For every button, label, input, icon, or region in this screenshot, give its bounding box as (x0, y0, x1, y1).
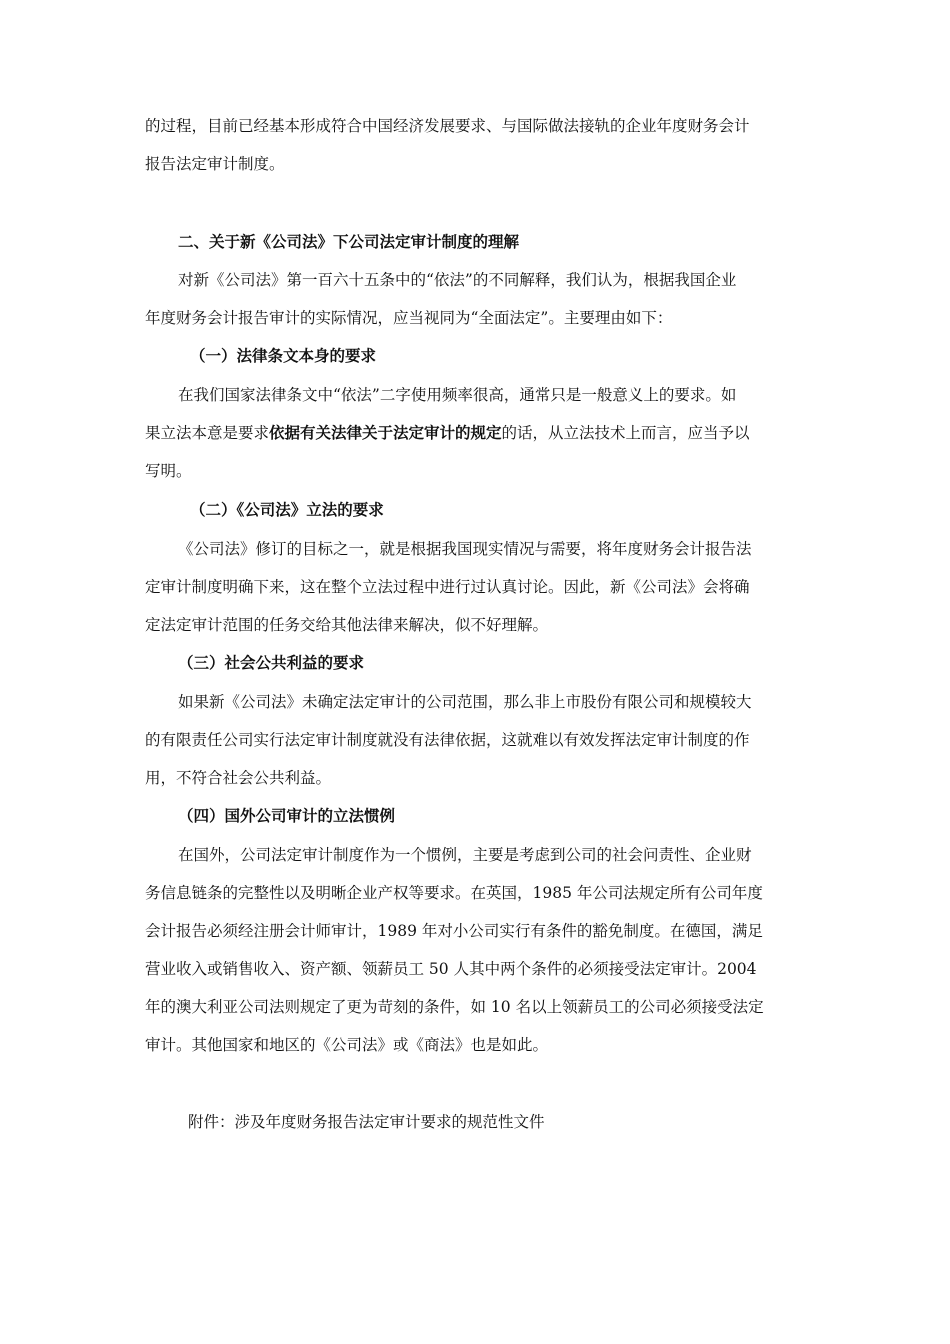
paragraph-line: 务信息链条的完整性以及明晰企业产权等要求。在英国，1985 年公司法规定所有公司年度 (145, 884, 763, 902)
subsection-heading: （二）《公司法》立法的要求 (190, 500, 384, 519)
paragraph-line: 用，不符合社会公共利益。 (145, 769, 332, 787)
paragraph-line: 如果新《公司法》未确定法定审计的公司范围，那么非上市股份有限公司和规模较大 (178, 693, 752, 711)
subsection-heading: （四）国外公司审计的立法惯例 (178, 806, 396, 825)
paragraph-line: 审计。其他国家和地区的《公司法》或《商法》也是如此。 (145, 1036, 549, 1054)
paragraph-line (145, 423, 750, 443)
paragraph-line: 会计报告必须经注册会计师审计，1989 年对小公司实行有条件的豁免制度。在德国，满足 (145, 922, 763, 940)
paragraph-line: 《公司法》修订的目标之一，就是根据我国现实情况与需要，将年度财务会计报告法 (178, 540, 752, 558)
paragraph-line: 年的澳大利亚公司法则规定了更为苛刻的条件，如 10 名以上领薪员工的公司必须接受法定 (145, 998, 764, 1016)
section-heading: 二、关于新《公司法》下公司法定审计制度的理解 (178, 232, 520, 251)
text-run: 的话，从立法技术上而言，应当予以 (501, 424, 750, 442)
attachment-note: 附件：涉及年度财务报告法定审计要求的规范性文件 (188, 1113, 545, 1131)
subsection-heading: （一）法律条文本身的要求 (190, 346, 377, 365)
paragraph-line: 的过程，目前已经基本形成符合中国经济发展要求、与国际做法接轨的企业年度财务会计 (145, 117, 750, 135)
text-run: 果立法本意是要求 (145, 424, 270, 442)
subsection-heading: （三）社会公共利益的要求 (178, 653, 365, 672)
paragraph-line: 定审计制度明确下来，这在整个立法过程中进行过认真讨论。因此，新《公司法》会将确 (145, 578, 750, 596)
paragraph-line: 营业收入或销售收入、资产额、领薪员工 50 人其中两个条件的必须接受法定审计。2004 (145, 960, 757, 978)
paragraph-line: 的有限责任公司实行法定审计制度就没有法律依据，这就难以有效发挥法定审计制度的作 (145, 731, 750, 749)
paragraph-line: 年度财务会计报告审计的实际情况，应当视同为“全面法定”。主要理由如下： (145, 309, 673, 327)
paragraph-line: 在国外，公司法定审计制度作为一个惯例，主要是考虑到公司的社会问责性、企业财 (178, 846, 752, 864)
paragraph-line: 报告法定审计制度。 (145, 155, 285, 173)
paragraph-line: 在我们国家法律条文中“依法”二字使用频率很高，通常只是一般意义上的要求。如 (178, 386, 737, 404)
paragraph-line: 对新《公司法》第一百六十五条中的“依法”的不同解释，我们认为，根据我国企业 (178, 271, 737, 289)
paragraph-line: 写明。 (145, 462, 192, 480)
emphasized-text: 依据有关法律关于法定审计的规定 (269, 423, 502, 442)
paragraph-line: 定法定审计范围的任务交给其他法律来解决，似不好理解。 (145, 616, 549, 634)
